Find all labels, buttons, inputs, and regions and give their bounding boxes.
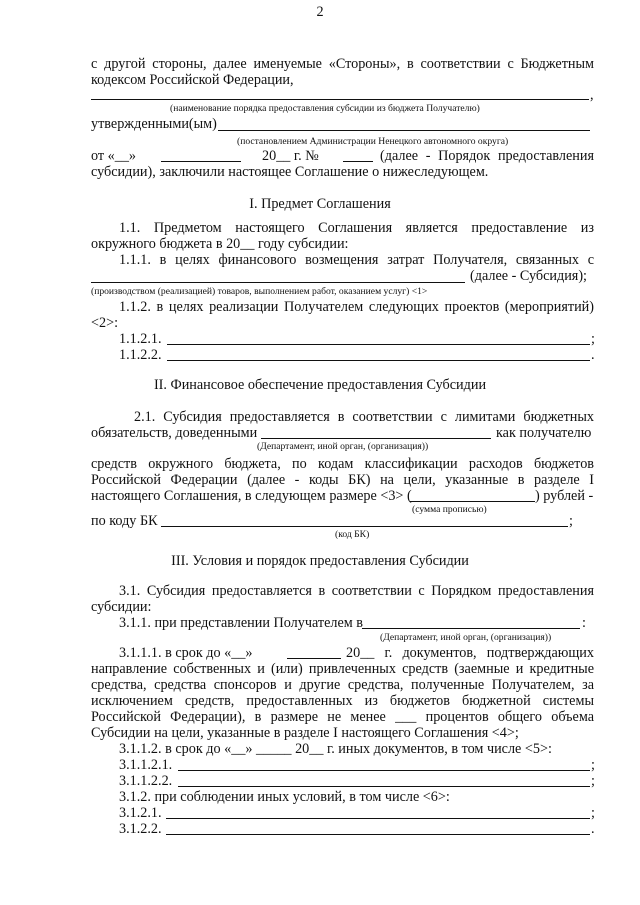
- clause-3-1-2-2-blank: [166, 834, 590, 835]
- clause-1-1-1-line-1: 1.1.1. в целях финансового возмещения затрат Получателя, связанных с: [119, 252, 594, 268]
- clause-2-1-line-6: по коду БК: [91, 513, 158, 529]
- clause-1-1-2-line-2: <2>:: [91, 315, 119, 331]
- caption-kbk: (код БК): [335, 529, 370, 540]
- dept-blank: [261, 438, 491, 439]
- section-3-title: III. Условия и порядок предоставления Субсидии: [171, 553, 469, 569]
- caption-sum: (сумма прописью): [412, 504, 487, 515]
- clause-1-1-2-1-end: ;: [591, 331, 595, 347]
- clause-1-1-1-tail: (далее - Субсидия);: [470, 268, 587, 284]
- decree-number-blank: [343, 161, 373, 162]
- clause-3-1-1-2-2-end: ;: [591, 773, 595, 789]
- clause-3-1-1-1-line-3: средства, средства спонсоров и другие средства, полученные Получателем, за: [91, 677, 594, 693]
- kbk-code-blank: [161, 526, 568, 527]
- clause-3-1-1-1-month-blank: [287, 658, 341, 659]
- clause-2-1-line-2a: обязательств, доведенными: [91, 425, 258, 441]
- section-1-title: I. Предмет Соглашения: [249, 196, 391, 212]
- sum-in-words-blank: [410, 501, 535, 502]
- clause-3-1-1-2-2-label: 3.1.1.2.2.: [119, 773, 173, 789]
- clause-3-1-2-2-end: .: [591, 821, 595, 837]
- costs-purpose-blank: [91, 282, 465, 283]
- clause-3-1-1-1-line-5: Российской Федерации), в размере не менее ___ процентов общего объема: [91, 709, 594, 725]
- clause-2-1-line-1: 2.1. Субсидия предоставляется в соответствии с лимитами бюджетных: [134, 409, 594, 425]
- intro-concluded: субсидии), заключили настоящее Соглашение о нижеследующем.: [91, 164, 489, 180]
- caption-dept: (Департамент, иной орган, (организация)): [257, 441, 429, 452]
- clause-3-1-1-blank: [362, 628, 580, 629]
- clause-3-1-2-2-label: 3.1.2.2.: [119, 821, 162, 837]
- clause-2-1-line-4: Российской Федерации (далее - коды БК) на цели, указанные в разделе I: [91, 472, 594, 488]
- clause-1-1-2-line-1: 1.1.2. в целях реализации Получателем следующих проектов (мероприятий): [119, 299, 594, 315]
- clause-3-1-1: 3.1.1. при представлении Получателем в: [119, 615, 363, 631]
- clause-3-1-1-2-1-label: 3.1.1.2.1.: [119, 757, 173, 773]
- clause-3-1-2-1-label: 3.1.2.1.: [119, 805, 162, 821]
- caption-order-name: (наименование порядка предоставления субсидии из бюджета Получателю): [170, 103, 480, 114]
- clause-3-1-1-2-1-blank: [178, 770, 590, 771]
- date-month-blank: [161, 161, 241, 162]
- page-number: 2: [316, 4, 324, 20]
- intro-line-1: с другой стороны, далее именуемые «Стороны», в соответствии с Бюджетным: [91, 56, 594, 72]
- clause-3-1-2-1-blank: [166, 818, 590, 819]
- clause-3-1-1-2-2-blank: [178, 786, 590, 787]
- clause-3-1-1-end: :: [582, 615, 586, 631]
- approved-label: утвержденными(ым): [91, 116, 217, 132]
- clause-2-1-line-3: средств окружного бюджета, по кодам классификации расходов бюджетов: [91, 456, 594, 472]
- clause-1-1-2-2-label: 1.1.2.2.: [119, 347, 162, 363]
- clause-3-1-2: 3.1.2. при соблюдении иных условий, в том числе <6>:: [119, 789, 450, 805]
- order-name-blank: [91, 99, 589, 100]
- date-line-tail: (далее - Порядок предоставления: [380, 148, 594, 164]
- clause-2-1-line-5b: ) рублей -: [535, 488, 594, 504]
- clause-3-1-1-1-line-2: направление собственных и (или) привлеченных средств (заемные и кредитные: [91, 661, 594, 677]
- date-prefix: от «__»: [91, 148, 137, 164]
- clause-1-1-line-1: 1.1. Предметом настоящего Соглашения является предоставление из: [119, 220, 594, 236]
- clause-1-1-line-2: окружного бюджета в 20__ году субсидии:: [91, 236, 349, 252]
- clause-3-1-line-1: 3.1. Субсидия предоставляется в соответствии с Порядком предоставления: [119, 583, 594, 599]
- intro-comma: ,: [590, 87, 594, 103]
- approved-by-blank: [218, 130, 590, 131]
- section-2-title: II. Финансовое обеспечение предоставления Субсидии: [153, 377, 487, 393]
- intro-line-2: кодексом Российской Федерации,: [91, 72, 294, 88]
- clause-1-1-2-1-blank: [167, 344, 590, 345]
- clause-2-1-line-6-end: ;: [569, 513, 573, 529]
- clause-3-1-1-2: 3.1.1.2. в срок до «__» _____ 20__ г. иных документов, в том числе <5>:: [119, 741, 552, 757]
- clause-3-1-1-1-line-1b: 20__ г. документов, подтверждающих: [346, 645, 594, 661]
- caption-dept-2: (Департамент, иной орган, (организация)): [380, 632, 552, 643]
- clause-1-1-2-2-blank: [167, 360, 590, 361]
- clause-3-1-1-1-line-4: исключением средств, предоставленных из бюджетов бюджетной системы: [91, 693, 594, 709]
- clause-3-1-2-1-end: ;: [591, 805, 595, 821]
- clause-2-1-line-5a: настоящего Соглашения, в следующем размере <3> (: [91, 488, 412, 504]
- clause-3-1-line-2: субсидии:: [91, 599, 152, 615]
- caption-admin-decree: (постановлением Администрации Ненецкого автономного округа): [237, 136, 509, 147]
- clause-3-1-1-1-line-1a: 3.1.1.1. в срок до «__»: [119, 645, 253, 661]
- clause-3-1-1-2-1-end: ;: [591, 757, 595, 773]
- clause-3-1-1-1-line-6: Субсидии на цели, указанные в разделе I настоящего Соглашения <4>;: [91, 725, 519, 741]
- caption-goods: (производством (реализацией) товаров, выполнением работ, оказанием услуг) <1>: [91, 286, 428, 297]
- clause-2-1-line-2b: как получателю: [496, 425, 592, 441]
- clause-1-1-2-1-label: 1.1.2.1.: [119, 331, 162, 347]
- clause-1-1-2-2-end: .: [591, 347, 595, 363]
- date-year-number: 20__ г. №: [262, 148, 319, 164]
